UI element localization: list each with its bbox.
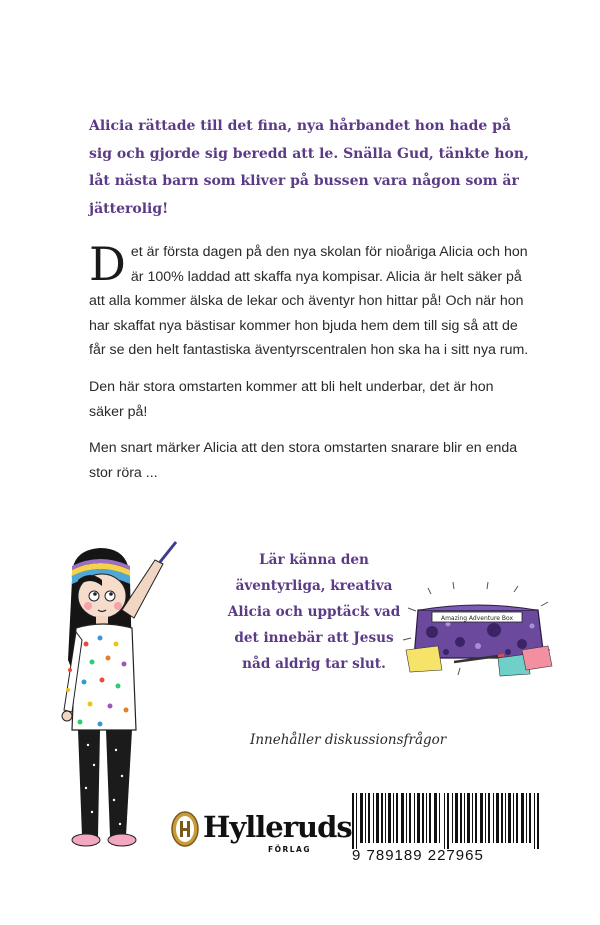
box-label: Amazing Adventure Box bbox=[440, 615, 514, 622]
adventure-box-illustration bbox=[398, 580, 558, 680]
description-paragraph-2: Den här stora omstarten kommer att bli helt underbar, det är hon säker på! bbox=[89, 378, 494, 420]
isbn-number: 9 789189 227965 bbox=[352, 847, 484, 864]
alicia-illustration bbox=[50, 540, 180, 860]
pitch-text: Lär känna den äventyrliga, kreativa Alicia och upptäck vad det innebär att Jesus nåd aldrig tar slut. bbox=[227, 552, 401, 672]
description-paragraph-3: Men snart märker Alicia att den stora omstarten snarare blir en enda stor röra ... bbox=[89, 440, 518, 481]
publisher-emblem-icon bbox=[170, 810, 200, 848]
publisher-logo bbox=[170, 807, 352, 862]
isbn-barcode bbox=[352, 793, 540, 864]
barcode-bars bbox=[352, 793, 540, 849]
publisher-subtitle: FÖRLAG bbox=[268, 845, 312, 854]
description-paragraph-1-text: et är första dagen på den nya skolan för nioåriga Alicia och hon är 100% laddad att skaffa nya kompisar. Alicia är helt säker på att alla kommer älska de lekar och äventyr hon hittar på! Och när hon har skaffat nya bästisar kommer hon bjuda hem dem till sig så att de får se den helt fantastiska äventyrscentralen hon ska ha i sitt nya rum. bbox=[89, 244, 529, 359]
publisher-name: Hylleruds bbox=[203, 810, 352, 844]
discussion-note: Innehåller diskussionsfrågor bbox=[250, 732, 447, 748]
intro-text: Alicia rättade till det fina, nya hårbandet hon hade på sig och gjorde sig beredd att le. Snälla Gud, tänkte hon, låt nästa barn som kliver på bussen vara någon som är jätterolig! bbox=[89, 118, 529, 217]
drop-cap: D bbox=[89, 237, 126, 291]
description bbox=[89, 237, 529, 497]
description-paragraph-1 bbox=[89, 237, 529, 363]
